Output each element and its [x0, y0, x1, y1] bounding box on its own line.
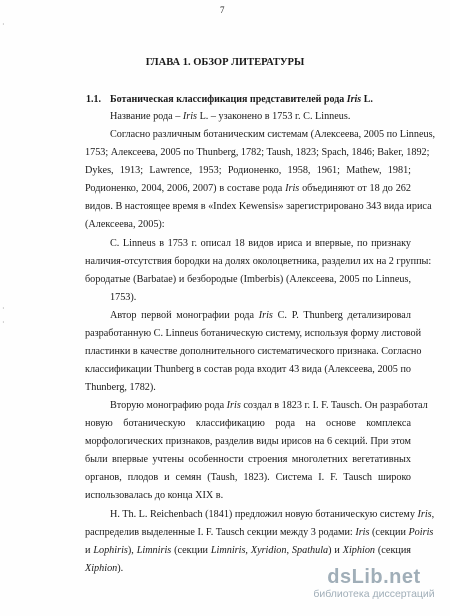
- text-line: Вторую монографию рода Iris создал в 1823 г. I. F. Tausch. Он разработал: [110, 400, 428, 411]
- text-line: были впервые учтены особенности строения многолетних вегетативных: [85, 454, 411, 465]
- scan-margin-mark: ·: [2, 304, 5, 313]
- page-number: 7: [220, 5, 225, 15]
- scan-margin-mark: ·: [2, 318, 5, 327]
- text-line: 1753).: [110, 292, 137, 303]
- text-line: новую ботаническую классификацию рода на основе комплекса: [85, 418, 411, 429]
- text-line: и Lophiris), Limniris (секции Limniris, Xyridion, Spathula) и Xiphion (секция: [85, 545, 411, 556]
- text-line: Xiphion).: [85, 563, 124, 574]
- text-line: Название рода – Iris L. – узаконено в 1753 г. С. Linneus.: [110, 111, 351, 122]
- section-heading: [86, 94, 373, 105]
- text-line: H. Th. L. Reichenbach (1841) предложил новую ботаническую систему Iris,: [110, 509, 435, 520]
- text-line: наличия-отсутствия бородки на долях околоцветника, разделил их на 2 группы:: [85, 256, 432, 267]
- section-title: Ботаническая классификация представителей рода Iris L.: [110, 94, 373, 105]
- text-line: Согласно различным ботаническим системам (Алексеева, 2005 по Linneus,: [110, 129, 436, 140]
- text-line: органов, плодов и семян (Taush, 1823). Система I. F. Tausch широко: [85, 472, 411, 483]
- text-line: бородатые (Barbatae) и безбородые (Imberbis) (Алексеева, 2005 по Linneus,: [85, 274, 411, 285]
- text-line: использовалась до конца XIX в.: [85, 490, 224, 501]
- watermark: [300, 566, 448, 600]
- watermark-subtitle: библиотека диссертаций: [313, 588, 435, 600]
- text-line: пластинки в качестве дополнительного систематического признака. Согласно: [85, 346, 422, 357]
- text-line: Dykes, 1913; Lawrence, 1953; Родионенко, 1958, 1961; Mathew, 1981;: [85, 165, 411, 176]
- text-line: (Алексеева, 2005):: [85, 219, 165, 230]
- text-line: разработанную С. Linneus ботаническую систему, используя форму листовой: [85, 328, 422, 339]
- text-line: Автор первой монографии рода Iris С. P. Thunberg детализировал: [110, 310, 411, 321]
- chapter-title: ГЛАВА 1. ОБЗОР ЛИТЕРАТУРЫ: [145, 57, 305, 68]
- text-line: Родионенко, 2004, 2006, 2007) в составе рода Iris объединяют от 18 до 262: [85, 183, 411, 194]
- watermark-logo: dsLib.net: [327, 566, 421, 588]
- text-line: распределив выделенные I. F. Tausch секции между 3 родами: Iris (секции Poiris: [85, 527, 434, 538]
- text-line: Thunberg, 1782).: [85, 382, 156, 393]
- text-line: видов. В настоящее время в «Index Kewensis» зарегистрировано 343 вида ириса: [85, 201, 432, 212]
- scan-margin-mark: ·: [2, 20, 5, 29]
- text-line: С. Linneus в 1753 г. описал 18 видов ириса и впервые, по признаку: [110, 238, 411, 249]
- text-line: классификации Thunberg в состав рода входит 43 вида (Алексеева, 2005 по: [85, 364, 411, 375]
- section-number: 1.1.: [86, 94, 101, 105]
- text-line: морфологических признаков, разделив виды ирисов на 6 секций. При этом: [85, 436, 411, 447]
- text-line: 1753; Алексеева, 2005 по Thunberg, 1782; Taush, 1823; Spach, 1846; Baker, 1892;: [85, 147, 430, 158]
